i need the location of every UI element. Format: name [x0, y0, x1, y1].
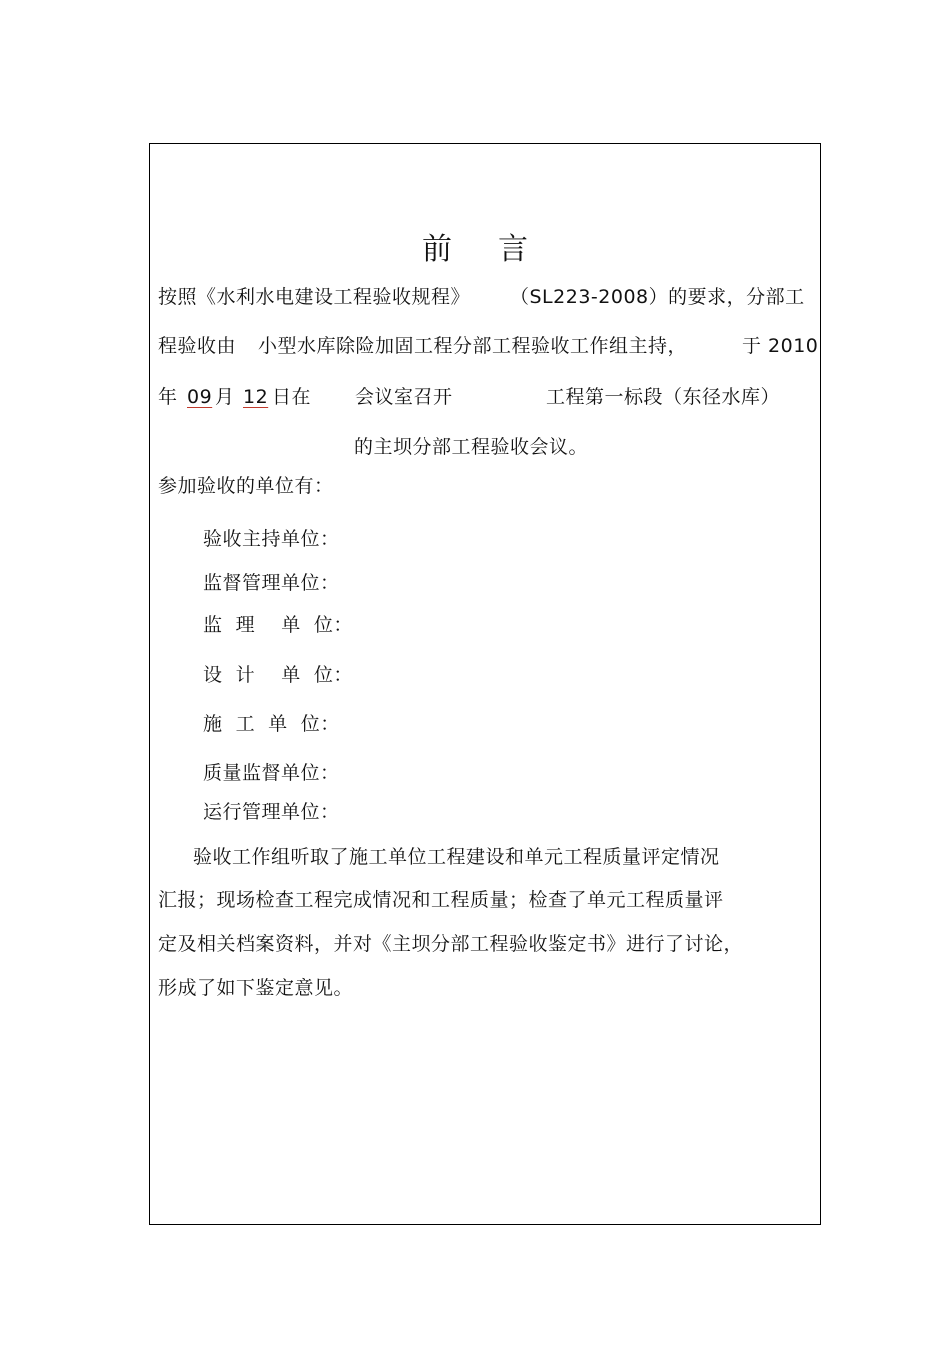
- title-char-2: 言: [498, 232, 528, 267]
- intro-year-suffix: 年: [158, 386, 178, 408]
- units-heading: 参加验收的单位有：: [158, 475, 334, 497]
- intro-line-2-c: 于 2010: [742, 335, 819, 357]
- page-title: [0, 230, 950, 270]
- intro-line-2-b: 小型水库除险加固工程分部工程验收工作组主持，: [258, 335, 688, 357]
- meeting-place: 会议室召开: [355, 386, 453, 408]
- meeting-day: 12: [243, 386, 269, 408]
- unit-design: 设 计 单 位：: [203, 664, 353, 686]
- intro-line-2-a: 程验收由: [158, 335, 237, 357]
- intro-line-1-code: （SL223-2008）的要求，分部工: [510, 286, 805, 308]
- intro-line-4: 的主坝分部工程验收会议。: [354, 436, 589, 458]
- title-char-1: 前: [422, 232, 452, 267]
- intro-line-1: 按照《水利水电建设工程验收规程》: [158, 286, 471, 308]
- conclusion-line-3: 定及相关档案资料，并对《主坝分部工程验收鉴定书》进行了讨论，: [158, 933, 744, 955]
- unit-quality-supervision: 质量监督单位：: [203, 762, 340, 784]
- conclusion-line-2: 汇报；现场检查工程完成情况和工程质量；检查了单元工程质量评: [158, 889, 724, 911]
- conclusion-line-1: 验收工作组听取了施工单位工程建设和单元工程质量评定情况: [193, 846, 720, 868]
- conclusion-line-4: 形成了如下鉴定意见。: [158, 977, 354, 999]
- meeting-month: 09: [187, 386, 213, 408]
- unit-operation-management: 运行管理单位：: [203, 801, 340, 823]
- day-suffix: 日在: [272, 386, 312, 408]
- project-name: 工程第一标段（东径水库）: [546, 386, 781, 408]
- unit-supervision-management: 监督管理单位：: [203, 572, 340, 594]
- month-suffix: 月: [215, 386, 235, 408]
- unit-host: 验收主持单位：: [203, 528, 340, 550]
- unit-supervisor: 监 理 单 位：: [203, 614, 353, 636]
- unit-construction: 施 工 单 位：: [203, 713, 340, 735]
